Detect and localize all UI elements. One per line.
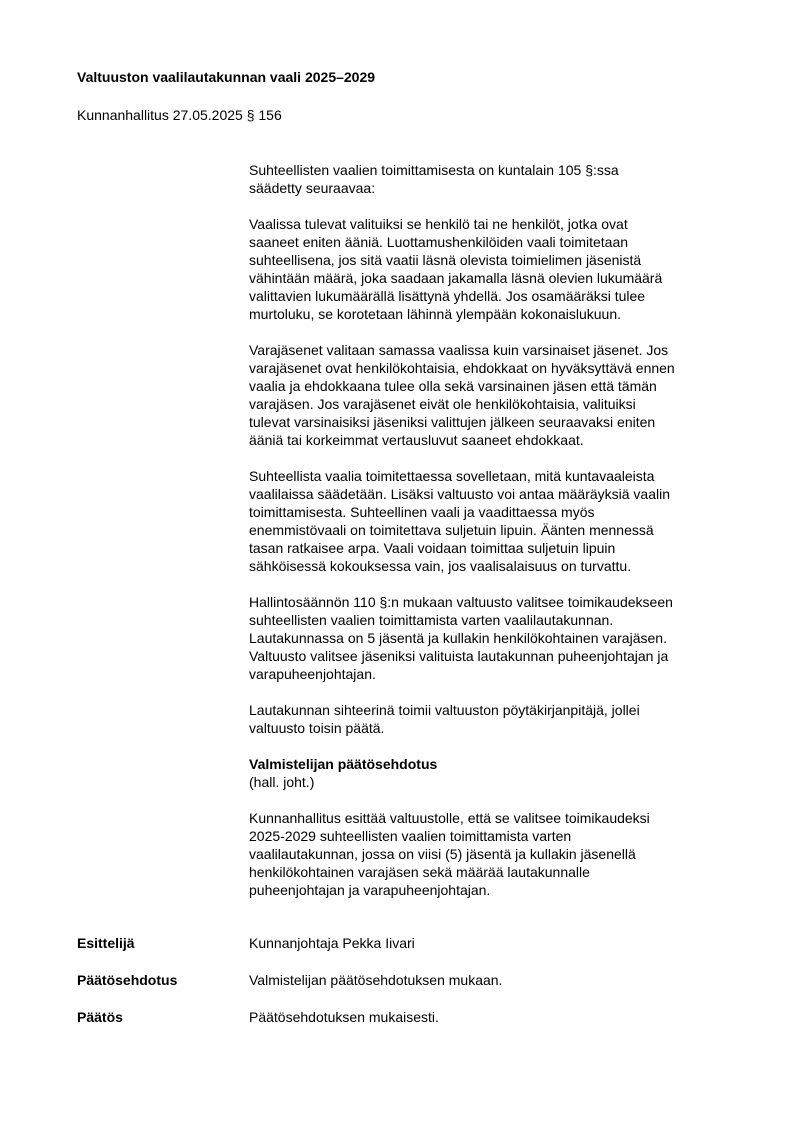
proposal-subheading: (hall. joht.) — [249, 774, 315, 790]
proposal-heading: Valmistelijan päätösehdotus — [249, 756, 438, 772]
presenter-row — [77, 934, 757, 954]
text-line: valittavien lukumäärällä lisättynä yhdellä. Jos osamääräksi tulee — [249, 288, 646, 304]
meeting-reference: Kunnanhallitus 27.05.2025 § 156 — [77, 107, 282, 123]
presenter-label: Esittelijä — [77, 935, 135, 951]
presenter-value: Kunnanjohtaja Pekka Iivari — [249, 935, 415, 951]
text-line: varapuheenjohtajan. — [249, 666, 376, 682]
document-title: Valtuuston vaalilautakunnan vaali 2025–2029 — [77, 69, 376, 85]
text-line: valtuusto toisin päätä. — [249, 720, 385, 736]
text-line: vaalilautakunnan, jossa on viisi (5) jäsentä ja kullakin jäsenellä — [249, 846, 636, 862]
text-line: Hallintosäännön 110 §:n mukaan valtuusto valitsee toimikaudekseen — [249, 594, 673, 610]
text-line: varajäsenet ovat henkilökohtaisia, ehdokkaat on hyväksyttävä ennen — [249, 360, 675, 376]
paragraph-deputy-members — [249, 341, 741, 449]
paragraph-intro — [249, 161, 741, 197]
text-line: enemmistövaali on toimitettava suljetuin lipuin. Äänten mennessä — [249, 522, 654, 538]
text-line: ääniä tai korkeimmat vertausluvut saaneet ehdokkaat. — [249, 432, 584, 448]
text-line: henkilökohtainen varajäsen sekä määrää lautakunnalle — [249, 864, 590, 880]
text-line: tasan ratkaisee arpa. Vaali voidaan toimittaa suljetuin lipuin — [249, 540, 616, 556]
paragraph-proportional-vote — [249, 467, 741, 575]
decision-proposal-row — [77, 971, 757, 991]
text-line: Suhteellisten vaalien toimittamisesta on kuntalain 105 §:ssa — [249, 162, 619, 178]
text-line: sähköisessä kokouksessa vain, jos vaalisalaisuus on turvattu. — [249, 558, 632, 574]
text-line: Vaalissa tulevat valituiksi se henkilö tai ne henkilöt, jotka ovat — [249, 216, 628, 232]
paragraph-proposal — [249, 809, 741, 899]
decision-proposal-label: Päätösehdotus — [77, 972, 178, 988]
text-line: säädetty seuraavaa: — [249, 180, 376, 196]
proposal-heading-block — [249, 755, 741, 791]
decision-row — [77, 1008, 757, 1028]
paragraph-secretary — [249, 701, 741, 737]
text-line: saaneet eniten ääniä. Luottamushenkilöiden vaali toimitetaan — [249, 234, 629, 250]
text-line: Lautakunnan sihteerinä toimii valtuuston pöytäkirjanpitäjä, jollei — [249, 702, 640, 718]
text-line: puheenjohtajan ja varapuheenjohtajan. — [249, 882, 491, 898]
paragraph-election-rules — [249, 215, 741, 323]
text-line: vähintään määrä, joka saadaan jakamalla läsnä olevien lukumäärä — [249, 270, 663, 286]
text-line: tulevat varsinaisiksi jäseniksi valittujen jälkeen seuraavaksi eniten — [249, 414, 656, 430]
text-line: Kunnanhallitus esittää valtuustolle, että se valitsee toimikaudeksi — [249, 810, 650, 826]
text-line: Lautakunnassa on 5 jäsentä ja kullakin henkilökohtainen varajäsen. — [249, 630, 667, 646]
decision-label: Päätös — [77, 1009, 123, 1025]
text-line: toimittamisesta. Suhteellinen vaali ja vaadittaessa myös — [249, 504, 595, 520]
text-line: suhteellisena, jos sitä vaatii läsnä olevista toimielimen jäsenistä — [249, 252, 642, 268]
text-line: murtoluku, se korotetaan lähinnä ylempään kokonaislukuun. — [249, 306, 622, 322]
text-line: varajäsen. Jos varajäsenet eivät ole henkilökohtaisia, valituiksi — [249, 396, 636, 412]
text-line: 2025-2029 suhteellisten vaalien toimittamista varten — [249, 828, 572, 844]
text-line: Valtuusto valitsee jäseniksi valituista lautakunnan puheenjohtajan ja — [249, 648, 669, 664]
document-body — [249, 161, 741, 917]
paragraph-administrative-rule — [249, 593, 741, 683]
decision-proposal-value: Valmistelijan päätösehdotuksen mukaan. — [249, 972, 503, 988]
text-line: vaalilaissa säädetään. Lisäksi valtuusto voi antaa määräyksiä vaalin — [249, 486, 671, 502]
text-line: vaalia ja ehdokkaana tulee olla sekä varsinainen jäsen että tämän — [249, 378, 657, 394]
text-line: suhteellisten vaalien toimittamista varten vaalilautakunnan. — [249, 612, 614, 628]
text-line: Varajäsenet valitaan samassa vaalissa kuin varsinaiset jäsenet. Jos — [249, 342, 669, 358]
decision-value: Päätösehdotuksen mukaisesti. — [249, 1009, 439, 1025]
text-line: Suhteellista vaalia toimitettaessa sovelletaan, mitä kuntavaaleista — [249, 468, 655, 484]
